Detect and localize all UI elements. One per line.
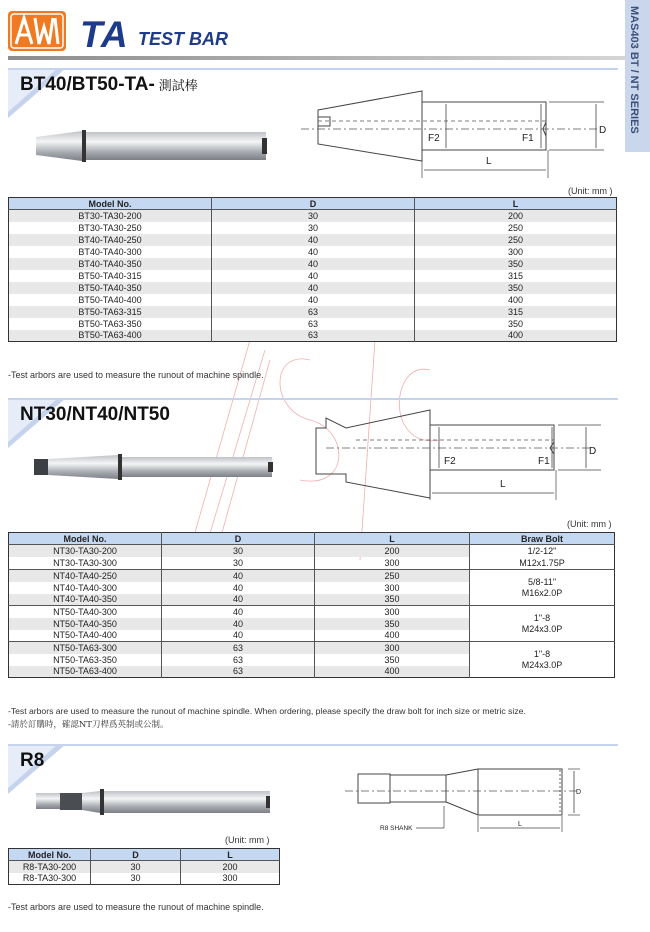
cell-model: NT50-TA63-300 — [9, 642, 162, 654]
diagram-label-d: D — [599, 125, 607, 136]
draw-bolt-inch: 1"-8 — [533, 648, 551, 659]
logo-icon — [8, 11, 66, 51]
col-l: L — [315, 533, 470, 545]
cell-model: BT30-TA30-250 — [78, 222, 142, 233]
cell-l: 300 — [315, 582, 470, 594]
table-row — [9, 570, 615, 582]
cell-l: 300 — [415, 246, 617, 258]
unit-label: (Unit: mm ) — [225, 835, 270, 845]
cell-d: 40 — [162, 570, 315, 582]
nt-test-bar-image — [32, 453, 282, 481]
draw-bolt-metric: M12x1.75P — [519, 558, 565, 568]
draw-bolt-inch: 5/8-11" — [527, 576, 557, 587]
cell-model: NT50-TA40-300 — [9, 606, 162, 618]
draw-bolt-metric: M16x2.0P — [521, 587, 563, 598]
draw-bolt-inch: 1/2-12" — [527, 546, 557, 556]
cell-l: 250 — [315, 570, 470, 582]
cell-model: BT50-TA63-350 — [78, 318, 142, 329]
cell-model: NT30-TA30-200 — [9, 545, 162, 558]
col-model: Model No. — [9, 533, 162, 545]
side-tab[interactable] — [625, 0, 650, 152]
table-row — [9, 246, 617, 258]
cell-l: 350 — [315, 594, 470, 606]
table-row — [9, 861, 280, 873]
cell-l: 350 — [315, 654, 470, 666]
cell-d: 40 — [212, 234, 415, 246]
cell-l: 315 — [415, 270, 617, 282]
r8-spec-table — [8, 848, 280, 885]
cell-d: 40 — [162, 606, 315, 618]
table-row — [9, 642, 615, 654]
cell-d: 40 — [162, 594, 315, 606]
cell-model: NT30-TA30-300 — [53, 558, 117, 568]
draw-bolt-metric: M24x3.0P — [521, 659, 563, 670]
cell-d: 40 — [212, 282, 415, 294]
cell-d: 30 — [91, 861, 181, 873]
table-row — [9, 306, 617, 318]
cell-model: NT50-TA63-350 — [53, 654, 117, 665]
cell-draw-bolt — [470, 545, 615, 570]
unit-label: (Unit: mm ) — [568, 186, 613, 196]
cell-model: BT50-TA63-315 — [9, 306, 212, 318]
cell-model: BT50-TA40-315 — [78, 270, 142, 281]
unit-label: (Unit: mm ) — [567, 519, 612, 529]
table-row — [9, 258, 617, 270]
col-draw-bolt: Braw Bolt — [470, 533, 615, 545]
cell-d: 63 — [212, 318, 415, 330]
col-d: D — [162, 533, 315, 545]
diagram-label-f1: F1 — [522, 133, 534, 144]
cell-d: 63 — [212, 306, 415, 318]
cell-model: NT50-TA40-400 — [53, 630, 117, 641]
diagram-label-l: L — [486, 156, 492, 167]
cell-model: NT40-TA40-300 — [53, 582, 117, 593]
cell-d: 63 — [162, 666, 315, 678]
table-row — [9, 222, 617, 234]
cell-draw-bolt — [470, 642, 615, 678]
cell-model: NT50-TA63-400 — [9, 666, 162, 678]
cell-d: 63 — [162, 642, 315, 654]
diagram-label-f2: F2 — [444, 456, 456, 467]
cell-l: 350 — [415, 282, 617, 294]
cell-d: 40 — [212, 258, 415, 270]
r8-dimension-diagram — [340, 760, 580, 840]
table-row — [9, 282, 617, 294]
cell-d: 30 — [212, 210, 415, 222]
bt-test-bar-image — [34, 128, 274, 164]
cell-l: 300 — [315, 642, 470, 654]
table-row — [9, 270, 617, 282]
nt-dimension-diagram — [296, 410, 616, 500]
cell-l: 200 — [181, 861, 280, 873]
section-title-r8: R8 — [20, 750, 45, 771]
col-model: Model No. — [9, 198, 212, 210]
table-row — [9, 318, 617, 330]
cell-d: 40 — [162, 582, 315, 594]
page-subtitle: TEST BAR — [138, 29, 228, 49]
cell-l: 250 — [415, 222, 617, 234]
page-title: TA — [80, 14, 129, 55]
header-divider — [8, 56, 648, 60]
cell-d: 63 — [162, 654, 315, 666]
r8-note: -Test arbors are used to measure the runout of machine spindle. — [8, 902, 264, 912]
cell-l: 200 — [315, 545, 470, 558]
nt-note: -Test arbors are used to measure the runout of machine spindle. When ordering, please specify the draw bolt for inch size or metric size. — [8, 706, 526, 716]
table-row — [9, 606, 615, 618]
draw-bolt-metric: M24x3.0P — [521, 623, 563, 634]
col-l: L — [181, 849, 280, 861]
cell-d: 40 — [212, 270, 415, 282]
cell-l: 350 — [315, 618, 470, 630]
cell-model: BT50-TA40-400 — [78, 294, 142, 305]
draw-bolt-inch: 1"-8 — [533, 612, 551, 623]
cell-l: 350 — [415, 318, 617, 330]
cell-d: 40 — [162, 630, 315, 642]
r8-test-bar-image — [34, 787, 279, 817]
cell-d: 30 — [91, 873, 181, 885]
cell-draw-bolt — [470, 570, 615, 606]
diagram-label-d: D — [576, 789, 582, 796]
cell-model: R8-TA30-200 — [9, 861, 91, 873]
table-row — [9, 330, 617, 342]
bt-spec-table — [8, 197, 617, 342]
cell-d: 30 — [162, 557, 315, 570]
nt-spec-table — [8, 532, 615, 678]
col-d: D — [212, 198, 415, 210]
table-row — [9, 545, 615, 558]
cell-model: BT50-TA63-400 — [9, 330, 212, 342]
cell-l: 200 — [415, 210, 617, 222]
cell-d: 40 — [212, 246, 415, 258]
cell-d: 40 — [162, 618, 315, 630]
cell-l: 300 — [315, 606, 470, 618]
cell-d: 63 — [212, 330, 415, 342]
cell-model: BT50-TA40-350 — [9, 282, 212, 294]
section-title-nt: NT30/NT40/NT50 — [20, 404, 170, 425]
bt-dimension-diagram — [296, 86, 616, 176]
diagram-label-f1: F1 — [538, 456, 550, 467]
cell-d: 30 — [162, 545, 315, 558]
col-l: L — [415, 198, 617, 210]
cell-model: NT40-TA40-250 — [9, 570, 162, 582]
cell-model: BT30-TA30-200 — [9, 210, 212, 222]
cell-l: 250 — [415, 234, 617, 246]
diagram-label-r8-shank: R8 SHANK — [380, 825, 413, 832]
cell-l: 315 — [415, 306, 617, 318]
cell-d: 30 — [212, 222, 415, 234]
cell-l: 400 — [315, 666, 470, 678]
cell-l: 400 — [415, 330, 617, 342]
cell-model: NT40-TA40-350 — [9, 594, 162, 606]
col-model: Model No. — [9, 849, 91, 861]
cell-d: 40 — [212, 294, 415, 306]
cell-model: BT40-TA40-250 — [9, 234, 212, 246]
cell-l: 400 — [415, 294, 617, 306]
nt-note-cn: -請於訂購時，確認NT刀桿爲英制或公制。 — [8, 720, 169, 730]
table-row — [9, 294, 617, 306]
bt-note: -Test arbors are used to measure the runout of machine spindle. — [8, 370, 264, 380]
cell-draw-bolt — [470, 606, 615, 642]
table-row — [9, 873, 280, 885]
cell-model: BT40-TA40-300 — [78, 246, 142, 257]
side-tab-label: MAS403 BT / NT SERIES — [628, 6, 640, 134]
cell-l: 350 — [415, 258, 617, 270]
cell-l: 300 — [315, 557, 470, 570]
diagram-label-l: L — [500, 479, 506, 490]
cell-l: 400 — [315, 630, 470, 642]
cell-model: BT40-TA40-350 — [9, 258, 212, 270]
cell-model: NT50-TA40-350 — [9, 618, 162, 630]
diagram-label-d: D — [589, 446, 597, 457]
diagram-label-f2: F2 — [428, 133, 440, 144]
brand-logo — [8, 11, 66, 51]
table-row — [9, 210, 617, 222]
diagram-label-l: L — [518, 821, 522, 828]
cell-model: R8-TA30-300 — [22, 873, 77, 884]
section-title-bt: BT40/BT50-TA- 測試棒 — [20, 74, 198, 95]
col-d: D — [91, 849, 181, 861]
table-row — [9, 234, 617, 246]
cell-l: 300 — [181, 873, 280, 885]
